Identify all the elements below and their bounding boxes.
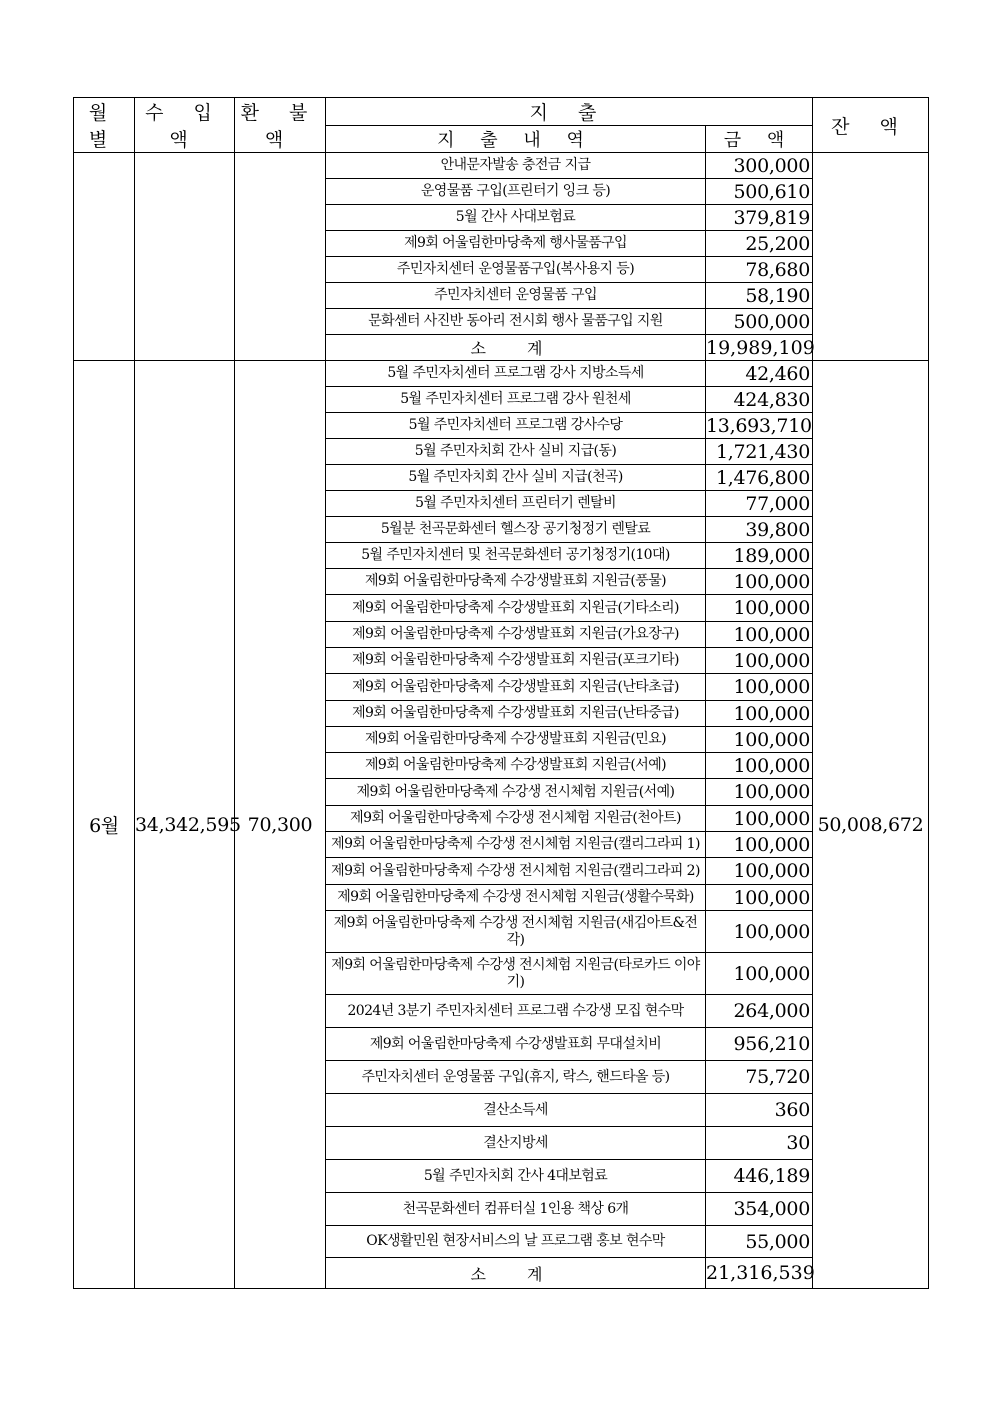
expense-amount: 100,000 — [706, 569, 813, 595]
expense-description: 제9회 어울림한마당축제 수강생발표회 지원금(서예) — [326, 753, 706, 779]
expense-amount: 300,000 — [706, 153, 813, 179]
expense-amount: 354,000 — [706, 1193, 813, 1226]
expense-description: 제9회 어울림한마당축제 수강생 전시체험 지원금(타로카드 이야기) — [326, 953, 706, 995]
expense-description: 5월 주민자치회 간사 실비 지급(천곡) — [326, 465, 706, 491]
subtotal-label: 소 계 — [326, 1258, 706, 1289]
expense-amount: 360 — [706, 1094, 813, 1127]
expense-amount: 78,680 — [706, 257, 813, 283]
prev-refund-cell — [235, 153, 326, 361]
expense-amount: 956,210 — [706, 1028, 813, 1061]
expense-description: 제9회 어울림한마당축제 수강생발표회 지원금(난타중급) — [326, 701, 706, 727]
expense-amount: 42,460 — [706, 361, 813, 387]
table-row — [74, 361, 929, 387]
expense-amount: 100,000 — [706, 595, 813, 622]
balance-cell: 50,008,672 — [813, 361, 929, 1289]
expense-description: 안내문자발송 충전금 지급 — [326, 153, 706, 179]
expense-amount: 39,800 — [706, 517, 813, 543]
expense-description: 5월 주민자치센터 프로그램 강사 지방소득세 — [326, 361, 706, 387]
subtotal-amount: 19,989,109 — [706, 336, 815, 359]
expense-description: 문화센터 사진반 동아리 전시회 행사 물품구입 지원 — [326, 309, 706, 335]
header-expense-amount: 금 액 — [706, 126, 813, 153]
expense-description: 제9회 어울림한마당축제 행사물품구입 — [326, 231, 706, 257]
expense-description: 5월 주민자치회 간사 4대보험료 — [326, 1160, 706, 1193]
expense-amount: 500,610 — [706, 179, 813, 205]
expense-amount: 58,190 — [706, 283, 813, 309]
expense-amount: 100,000 — [706, 753, 813, 779]
expense-description: 결산지방세 — [326, 1127, 706, 1160]
expense-amount: 30 — [706, 1127, 813, 1160]
prev-balance-cell — [813, 153, 929, 361]
header-income: 수 입 액 — [135, 98, 235, 153]
expense-description: 운영물품 구입(프린터기 잉크 등) — [326, 179, 706, 205]
expense-description: 제9회 어울림한마당축제 수강생 전시체험 지원금(캘리그라피 1) — [326, 832, 706, 858]
header-expense-detail: 지 출 내 역 — [326, 126, 706, 153]
expense-description: 제9회 어울림한마당축제 수강생발표회 지원금(풍물) — [326, 569, 706, 595]
expense-description: 제9회 어울림한마당축제 수강생 전시체험 지원금(서예) — [326, 779, 706, 806]
expense-description: 5월 주민자치센터 프로그램 강사수당 — [326, 413, 706, 439]
expense-amount: 100,000 — [706, 858, 813, 885]
expense-description: 제9회 어울림한마당축제 수강생발표회 지원금(가요장구) — [326, 622, 706, 648]
subtotal-amount: 21,316,539 — [706, 1258, 813, 1289]
expense-amount: 424,830 — [706, 387, 813, 413]
expense-description: 제9회 어울림한마당축제 수강생발표회 무대설치비 — [326, 1028, 706, 1061]
expense-description: 결산소득세 — [326, 1094, 706, 1127]
expense-amount: 100,000 — [706, 953, 813, 995]
header-month: 월 별 — [74, 98, 135, 153]
expense-amount: 100,000 — [706, 648, 813, 674]
expense-amount: 446,189 — [706, 1160, 813, 1193]
expense-amount: 500,000 — [706, 309, 813, 335]
prev-month-section — [74, 153, 929, 361]
expense-description: 제9회 어울림한마당축제 수강생발표회 지원금(민요) — [326, 727, 706, 753]
expense-description: 5월 주민자치센터 및 천곡문화센터 공기청정기(10대) — [326, 543, 706, 569]
prev-month-cell — [74, 153, 135, 361]
expense-amount: 189,000 — [706, 543, 813, 569]
refund-cell: 70,300 — [235, 361, 326, 1289]
expense-amount: 100,000 — [706, 674, 813, 701]
expense-amount: 55,000 — [706, 1226, 813, 1258]
income-cell: 34,342,595 — [135, 361, 235, 1289]
expense-description: 5월 주민자치센터 프린터기 렌탈비 — [326, 491, 706, 517]
expense-description: 천곡문화센터 컴퓨터실 1인용 책상 6개 — [326, 1193, 706, 1226]
header-balance: 잔 액 — [813, 98, 929, 153]
header-refund: 환 불 액 — [235, 98, 326, 153]
expense-description: 5월 간사 사대보험료 — [326, 205, 706, 231]
expense-description: OK생활민원 현장서비스의 날 프로그램 홍보 현수막 — [326, 1226, 706, 1258]
expense-amount: 264,000 — [706, 995, 813, 1028]
prev-income-cell — [135, 153, 235, 361]
header-expense: 지 출 — [326, 98, 813, 126]
expense-amount: 100,000 — [706, 727, 813, 753]
expense-description: 주민자치센터 운영물품구입(복사용지 등) — [326, 257, 706, 283]
table-row — [74, 153, 929, 179]
expense-description: 주민자치센터 운영물품 구입 — [326, 283, 706, 309]
expense-amount: 100,000 — [706, 622, 813, 648]
expense-amount: 100,000 — [706, 885, 813, 911]
month-cell: 6월 — [74, 361, 135, 1289]
expense-amount: 1,721,430 — [706, 439, 813, 465]
expense-amount: 100,000 — [706, 806, 813, 832]
expense-description: 제9회 어울림한마당축제 수강생발표회 지원금(기타소리) — [326, 595, 706, 622]
expense-amount: 379,819 — [706, 205, 813, 231]
expense-amount: 100,000 — [706, 832, 813, 858]
expense-amount: 75,720 — [706, 1061, 813, 1094]
expense-description: 제9회 어울림한마당축제 수강생 전시체험 지원금(캘리그라피 2) — [326, 858, 706, 885]
expense-description: 5월분 천곡문화센터 헬스장 공기청정기 렌탈료 — [326, 517, 706, 543]
june-section — [74, 361, 929, 1289]
ledger-table — [73, 97, 929, 1289]
expense-description: 제9회 어울림한마당축제 수강생 전시체험 지원금(새김아트&전각) — [326, 911, 706, 953]
expense-amount: 1,476,800 — [706, 465, 813, 491]
expense-description: 제9회 어울림한마당축제 수강생발표회 지원금(포크기타) — [326, 648, 706, 674]
expense-description: 제9회 어울림한마당축제 수강생 전시체험 지원금(생활수묵화) — [326, 885, 706, 911]
expense-description: 제9회 어울림한마당축제 수강생발표회 지원금(난타초급) — [326, 674, 706, 701]
expense-description: 주민자치센터 운영물품 구입(휴지, 락스, 핸드타올 등) — [326, 1061, 706, 1094]
expense-amount: 100,000 — [706, 911, 813, 953]
expense-description: 2024년 3분기 주민자치센터 프로그램 수강생 모집 현수막 — [326, 995, 706, 1028]
expense-amount: 13,693,710 — [706, 414, 812, 437]
expense-amount: 77,000 — [706, 491, 813, 517]
expense-description: 5월 주민자치회 간사 실비 지급(동) — [326, 439, 706, 465]
expense-amount: 25,200 — [706, 231, 813, 257]
expense-amount: 100,000 — [706, 701, 813, 727]
expense-amount: 100,000 — [706, 779, 813, 806]
subtotal-label: 소 계 — [326, 335, 706, 361]
expense-description: 제9회 어울림한마당축제 수강생 전시체험 지원금(천아트) — [326, 806, 706, 832]
expense-description: 5월 주민자치센터 프로그램 강사 원천세 — [326, 387, 706, 413]
